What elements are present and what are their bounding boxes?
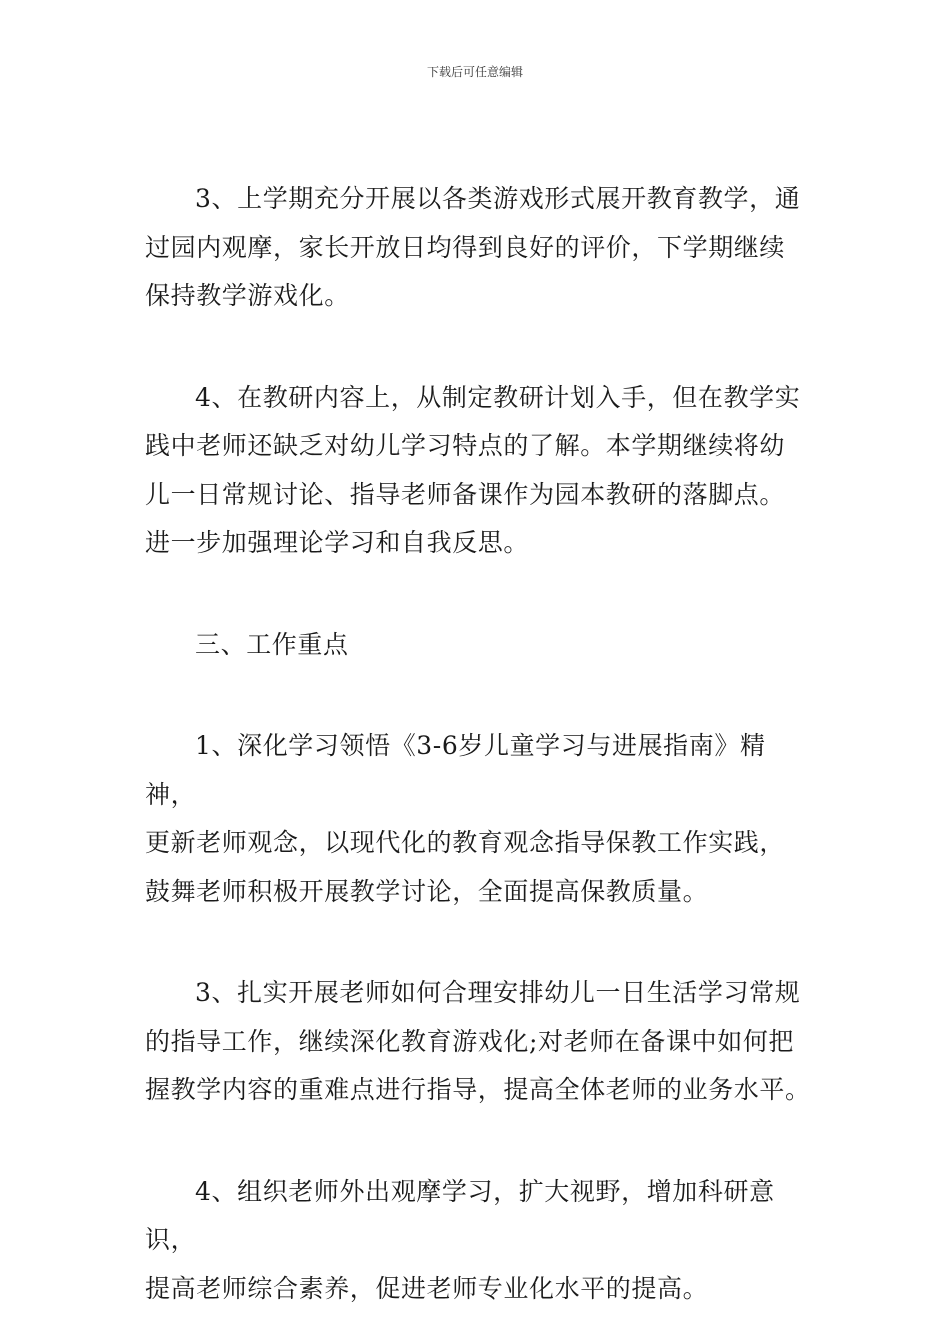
paragraph-line: 践中老师还缺乏对幼儿学习特点的了解。本学期继续将幼 xyxy=(145,431,786,460)
paragraph-line: 的指导工作，继续深化教育游戏化;对老师在备课中如何把 xyxy=(145,1026,795,1056)
paragraph-gap xyxy=(145,669,815,722)
paragraph-gap xyxy=(145,568,815,621)
paragraph-line: 儿一日常规讨论、指导老师备课作为园本教研的落脚点。 xyxy=(145,479,786,509)
paragraph-line: 鼓舞老师积极开展教学讨论，全面提高保教质量。 xyxy=(145,876,709,906)
paragraph-line: 提高老师综合素养，促进老师专业化水平的提高。 xyxy=(145,1273,709,1303)
paragraph-line: 1、深化学习领悟《3-6岁儿童学习与进展指南》精神， xyxy=(145,731,766,809)
paragraph-gap xyxy=(145,1115,815,1168)
section-heading-work-focus xyxy=(145,621,815,670)
page-header-note: 下载后可任意编辑 xyxy=(426,65,523,79)
paragraph-gap xyxy=(145,916,815,969)
paragraph-line: 保持教学游戏化。 xyxy=(145,281,350,310)
paragraph-line: 4、在教研内容上，从制定教研计划入手，但在教学实 xyxy=(195,382,801,412)
paragraph-line: 3、扎实开展老师如何合理安排幼儿一日生活学习常规 xyxy=(195,978,801,1007)
paragraph-line: 握教学内容的重难点进行指导，提高全体老师的业务水平。 xyxy=(145,1075,811,1104)
document-body xyxy=(145,175,815,1313)
paragraph-item-4-research xyxy=(145,374,815,568)
paragraph-gap xyxy=(145,321,815,374)
paragraph-item-3-game-teaching xyxy=(145,175,815,321)
paragraph-item-4-observation xyxy=(145,1168,815,1314)
paragraph-line: 3、上学期充分开展以各类游戏形式展开教育教学，通 xyxy=(195,184,801,213)
paragraph-line: 进一步加强理论学习和自我反思。 xyxy=(145,528,530,557)
section-heading-text: 三、工作重点 xyxy=(195,629,349,659)
paragraph-line: 更新老师观念，以现代化的教育观念指导保教工作实践， xyxy=(145,828,786,857)
paragraph-item-3-daily-routine xyxy=(145,969,815,1115)
paragraph-item-1-guide-study xyxy=(145,722,815,916)
paragraph-line: 4、组织老师外出观摩学习，扩大视野，增加科研意识， xyxy=(145,1176,775,1254)
paragraph-line: 过园内观摩，家长开放日均得到良好的评价，下学期继续 xyxy=(145,232,786,262)
